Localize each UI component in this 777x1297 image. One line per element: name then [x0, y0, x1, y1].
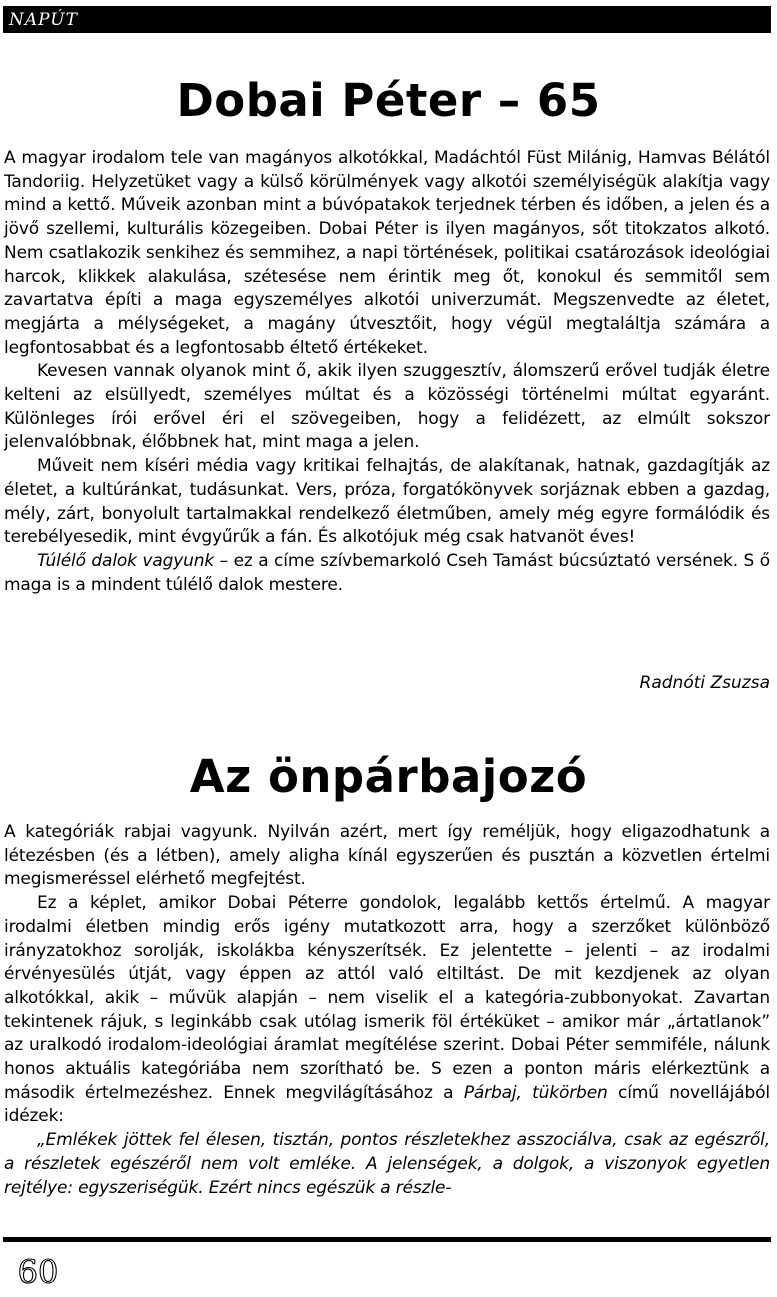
- paragraph: A magyar irodalom tele van magányos alkotókkal, Madáchtól Füst Milánig, Hamvas Bélától Tandoriig. Helyzetüket vagy a külső körülmények vagy alkotói személyiségük alakítja vagy mind a kettő. Műveik azonban mint a búvópatakok terjednek térben és időben, a jelen és a jövő szellemi, kulturális közegeiben. Dobai Péter is ilyen magányos, sőt titokzatos alkotó. Nem csatlakozik senkihez és semmihez, a napi történések, politikai csatározások ideológiai harcok, klikkek alakulása, szétesése nem érintik meg őt, konokul és semmitől sem zavartatva építi a maga egyszemélyes alkotói univerzumát. Megszenvedte az életet, megjárta a mélységeket, a magány útvesztőit, hogy végül megtaláltja számára a legfontosabbat és a legfontosabb éltető értékeket.: [4, 148, 770, 358]
- paragraph: [4, 892, 770, 1129]
- article-title-dobai: Dobai Péter – 65: [176, 74, 601, 127]
- header-bar: [3, 6, 771, 33]
- quote-paragraph: „Emlékek jöttek fel élesen, tisztán, pontos részletekhez asszociálva, csak az egészről, a részletek egészéről nem volt emléke. A jelenségek, a dolgok, a viszonyok egyetlen rejtélye: egyszeriségük. Ezért nincs egészük a részle-: [4, 1130, 770, 1198]
- italic-title: Párbaj, tükörben: [463, 1082, 608, 1103]
- page-number: [5, 1254, 71, 1292]
- italic-title: Túlélő dalok vagyunk: [37, 550, 215, 571]
- paragraph: A kategóriák rabjai vagyunk. Nyilván azért, mert így reméljük, hogy eligazodhatunk a létezésben (és a létben), amely aligha kínál egyszerűen és pusztán a közvetlen értelmi megismeréssel elérhető megfejtést.: [4, 822, 770, 890]
- magazine-logo: NAPÚT: [9, 10, 78, 30]
- footer-rule: [3, 1237, 771, 1242]
- paragraph: Kevesen vannak olyanok mint ő, akik ilyen szuggesztív, álomszerű erővel tudják életre kelteni az elsüllyedt, személyes múltat és a közösségi történelmi múltat egyaránt. Különleges írói erővel éri el szövegeiben, hogy a felidézett, az elmúlt sokszor jelenvalóbbnak, élőbbnek hat, mint maga a jelen.: [4, 361, 770, 453]
- paragraph: [4, 550, 770, 597]
- paragraph-text: – ez a címe szívbemarkoló Cseh Tamást búcsúztató versének. S ő maga is a mindent túlélő dalok mestere.: [4, 550, 770, 595]
- page-number-text: 60: [17, 1254, 59, 1291]
- paragraph: Műveit nem kíséri média vagy kritikai felhajtás, de alakítanak, hatnak, gazdagítják az életet, a kultúránkat, tudásunkat. Vers, próza, forgatókönyvek sorjáznak ebben a gazdag, mély, zárt, bonyolult tartalmakkal rendelkező életműben, amely még egyre formálódik és terebélyesedik, mint évgyűrűk a fán. És alkotójuk még csak hatvanöt éves!: [4, 456, 770, 548]
- article-body-dobai: [4, 147, 770, 597]
- author-signature: Radnóti Zsuzsa: [639, 673, 770, 693]
- article-title-onparbajozo: Az önpárbajozó: [189, 750, 588, 803]
- paragraph-text: Ez a képlet, amikor Dobai Péterre gondolok, legalább kettős értelmű. A magyar irodalmi életben mindig erős igény mutatkozott arra, hogy a szerzőket különböző irányzatokhoz sorolják, iskolákba kényszerítsék. Ez jelentette – jelenti – az irodalmi érvényesülés útját, vagy éppen az attól való eltiltást. De mit kezdjenek az olyan alkotókkal, akik – művük alapján – nem viselik el a kategória-zubbonyokat. Zavartan tekintenek rájuk, s leginkább csak utólag ismerik föl értéküket – amikor már „ártatlanok” az uralkodó irodalom-ideológiai áramlat megítélése szerint. Dobai Péter semmiféle, nálunk honos aktuális kategóriába nem szorítható be. S ezen a ponton máris elérkeztünk a második értelmezéshez. Ennek megvilágításához a: [4, 893, 770, 1103]
- paragraph-text: című novellájából idézek:: [4, 1082, 770, 1127]
- article-body-onparbajozo: [4, 821, 770, 1200]
